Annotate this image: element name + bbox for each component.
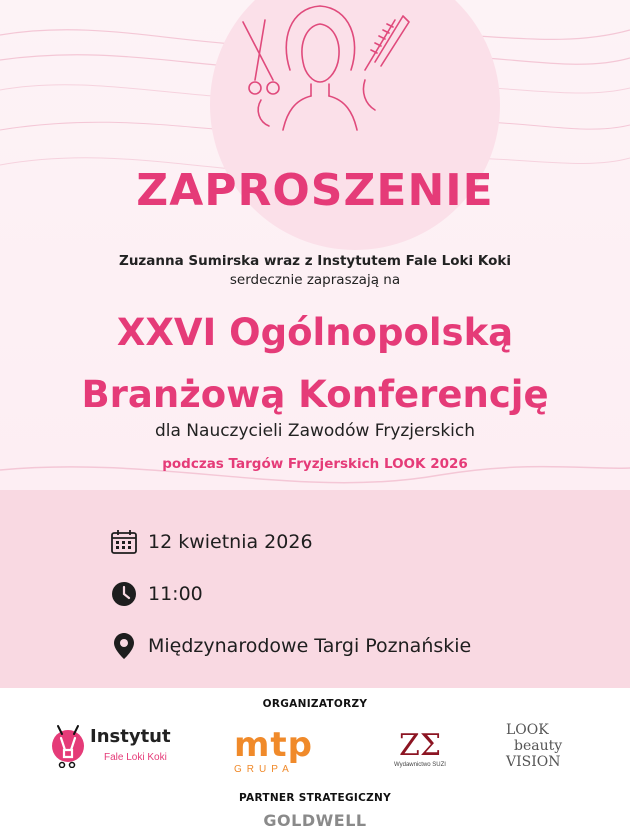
- zs-mark: ΖΣ: [398, 728, 442, 763]
- mtp-logo: [234, 725, 314, 775]
- zs-logo: [385, 730, 455, 768]
- time-text: 11:00: [148, 583, 203, 605]
- goldwell-logo: GOLDWELL: [263, 811, 367, 830]
- instytut-name: Instytut: [90, 726, 171, 747]
- event-line-1: XXVI Ogólnopolską: [116, 311, 514, 354]
- event-name: [0, 302, 630, 426]
- instytut-sub: Fale Loki Koki: [104, 752, 167, 763]
- hair-hand-icon: [50, 724, 86, 768]
- hairdresser-illustration: [225, 0, 415, 140]
- date-row: [110, 528, 313, 556]
- event-details: [0, 490, 630, 688]
- hosts-text: [0, 252, 630, 290]
- look-beauty-vision-logo: [506, 722, 562, 770]
- invite-line: serdecznie zapraszają na: [229, 272, 401, 288]
- look-line-2: beauty: [514, 738, 563, 754]
- location-pin-icon: [110, 632, 138, 660]
- zs-sub: Wydawnictwo SUZI: [394, 762, 446, 768]
- date-text: 12 kwietnia 2026: [148, 531, 313, 553]
- time-row: [110, 580, 203, 608]
- calendar-icon: [110, 528, 138, 556]
- mtp-name: mtp: [234, 725, 314, 765]
- clock-icon: [110, 580, 138, 608]
- partner-heading: PARTNER STRATEGICZNY: [238, 792, 392, 804]
- look-line-1: LOOK: [506, 722, 549, 738]
- organizers-heading: ORGANIZATORZY: [262, 698, 368, 710]
- look-line-3: VISION: [506, 754, 561, 770]
- context-line: podczas Targów Fryzjerskich LOOK 2026: [162, 456, 468, 472]
- event-line-2: Branżową Konferencję: [81, 373, 549, 416]
- audience-line: dla Nauczycieli Zawodów Fryzjerskich: [154, 421, 476, 441]
- page-title: ZAPROSZENIE: [136, 165, 494, 216]
- footer: [0, 688, 630, 840]
- hosts-line: Zuzanna Sumirska wraz z Instytutem Fale Loki Koki: [119, 253, 511, 269]
- mtp-sub: GRUPA: [234, 764, 294, 775]
- place-text: Międzynarodowe Targi Poznańskie: [148, 635, 472, 657]
- place-row: [110, 632, 471, 660]
- instytut-logo: [50, 724, 200, 770]
